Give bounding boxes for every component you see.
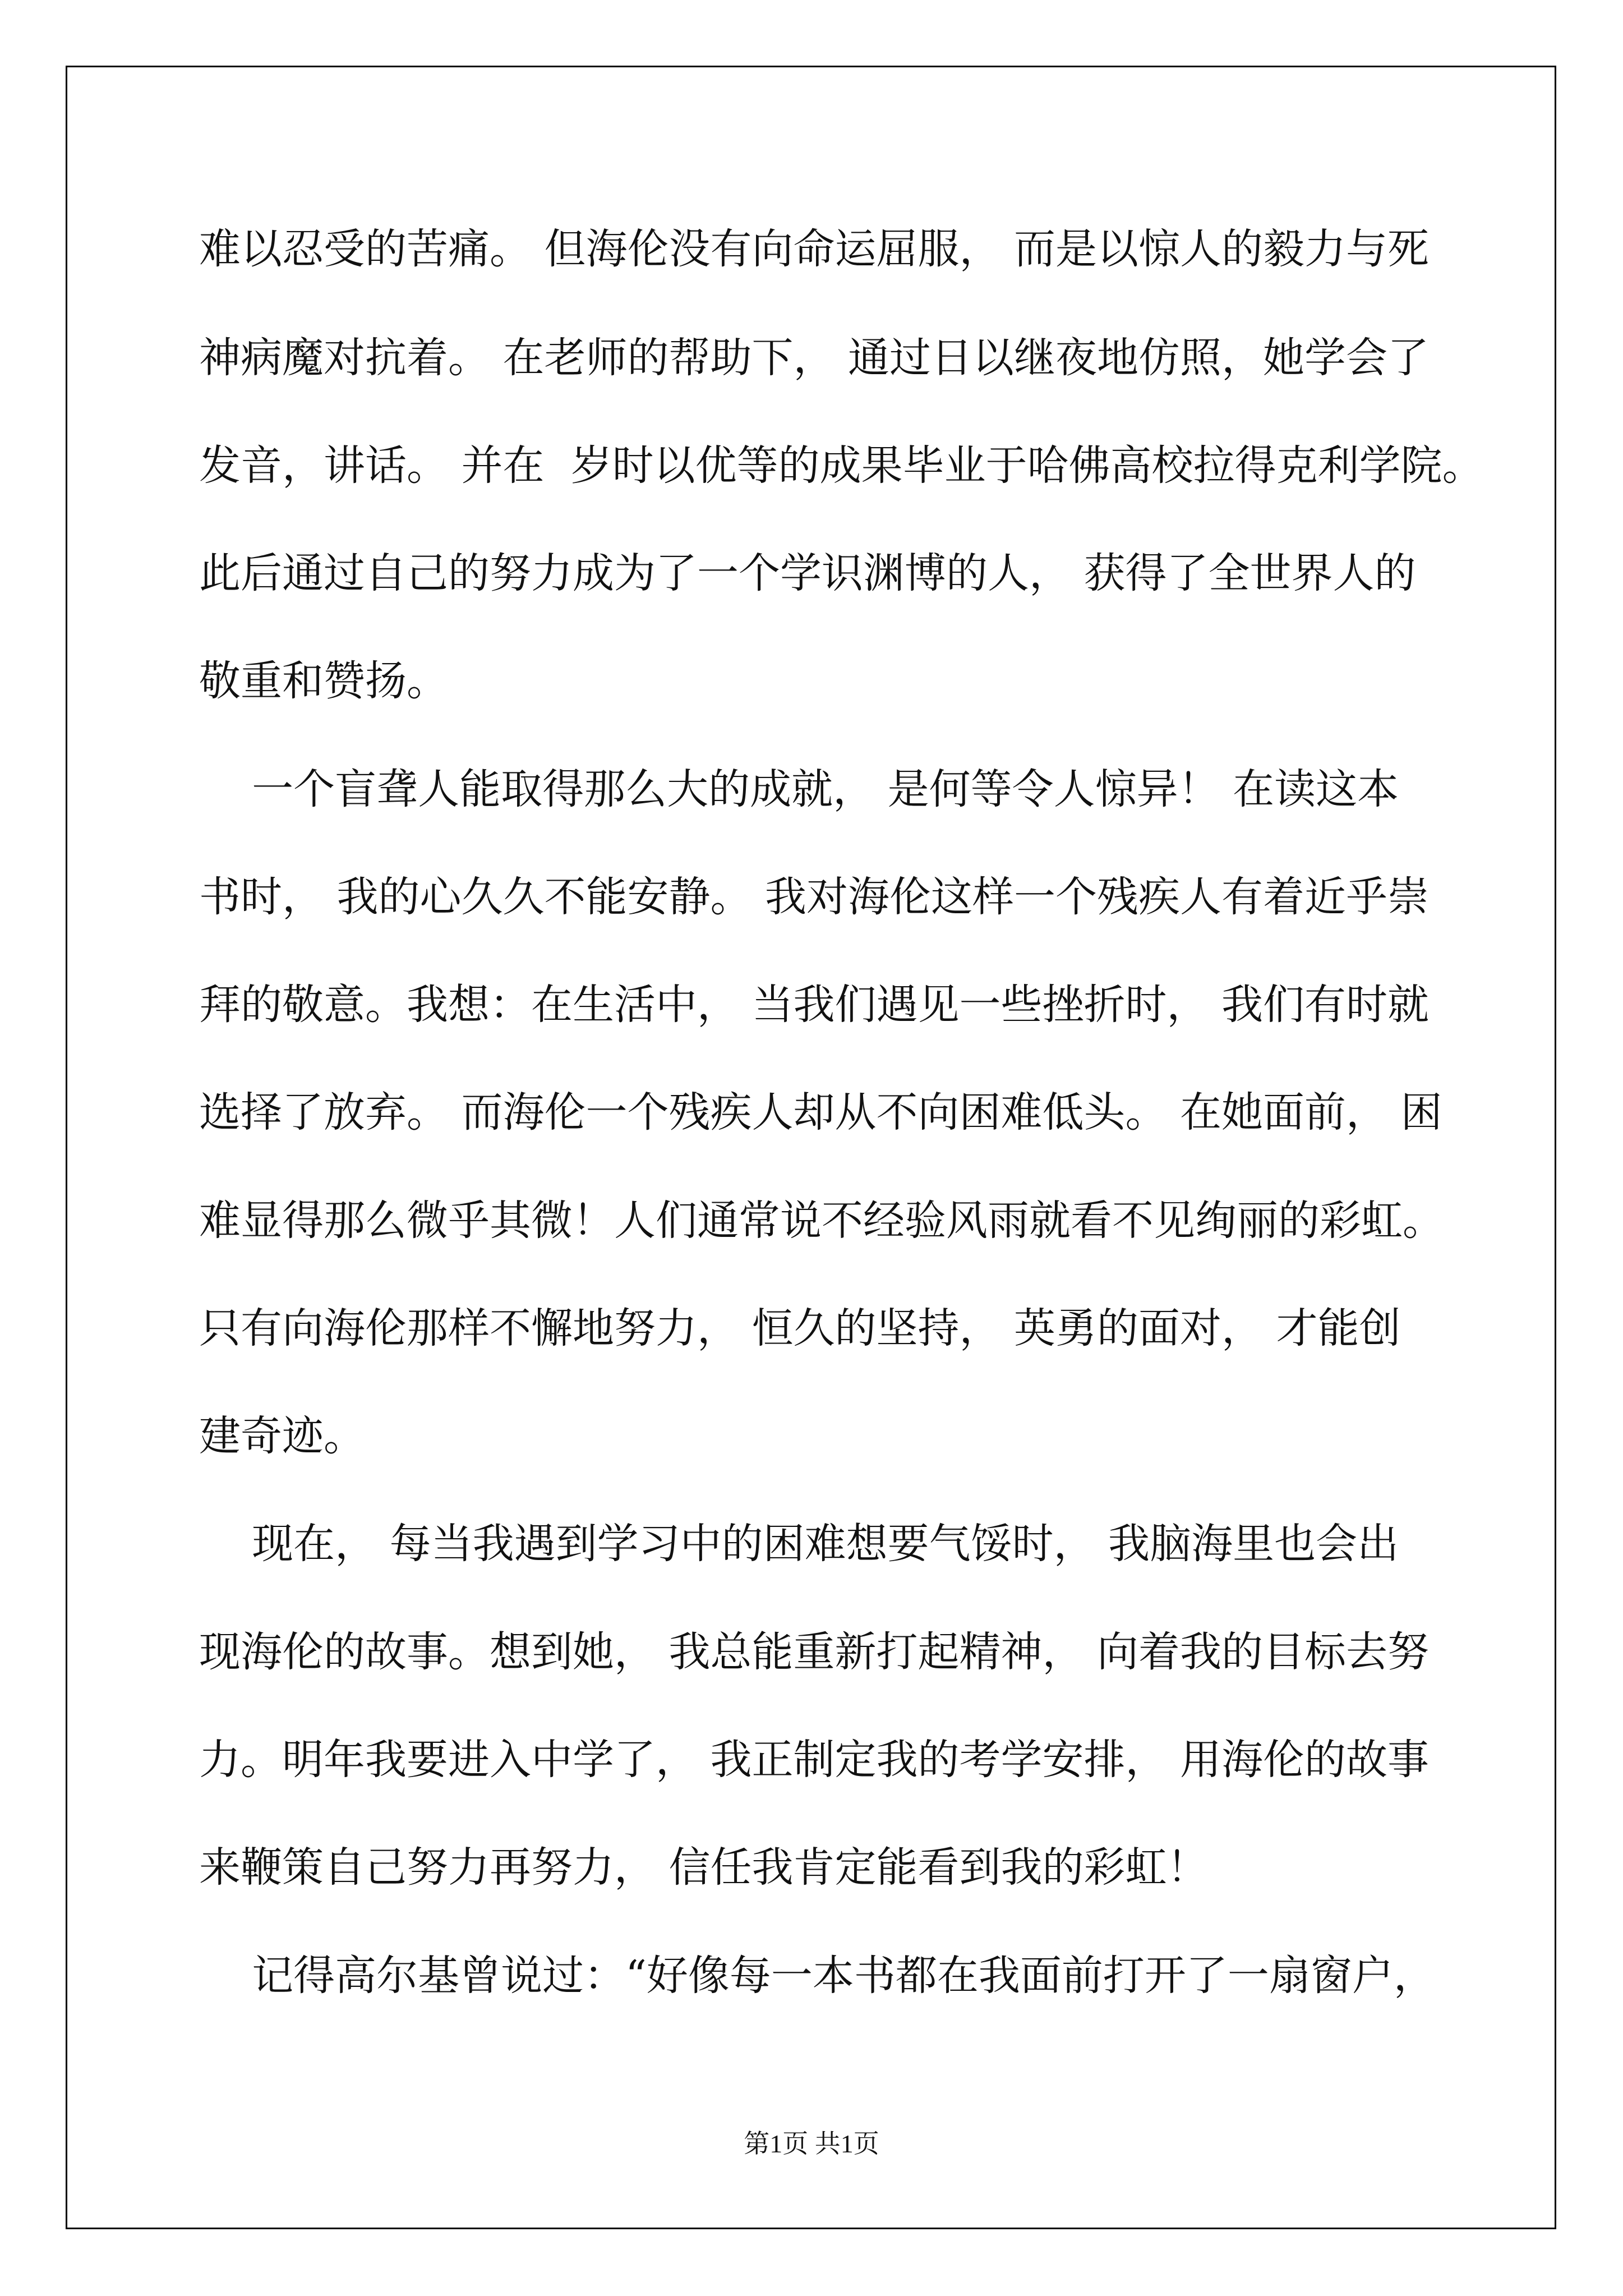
body-text-line: 记得高尔基曾说过：“好像每一本书都在我面前打开了一扇窗户，: [199, 1952, 1435, 2000]
body-text-line: 拜的敬意。我想：在生活中， 当我们遇见一些挫折时， 我们有时就: [199, 981, 1430, 1029]
body-text-line: 现在， 每当我遇到学习中的困难想要气馁时， 我脑海里也会出: [199, 1520, 1399, 1568]
body-text-line: 建奇迹。: [199, 1412, 365, 1460]
body-text-line: 书时， 我的心久久不能安静。 我对海伦这样一个残疾人有着近乎崇: [199, 873, 1430, 921]
body-text-line: 发音，讲话。 并在 岁时以优等的成果毕业于哈佛高校拉得克利学院。: [199, 441, 1484, 490]
body-text-line: 来鞭策自己努力再努力， 信任我肯定能看到我的彩虹！: [199, 1843, 1209, 1892]
body-text-line: 一个盲聋人能取得那么大的成就， 是何等令人惊异！ 在读这本: [199, 765, 1399, 813]
body-text-line: 难以忍受的苦痛。 但海伦没有向命运屈服， 而是以惊人的毅力与死: [199, 225, 1430, 273]
body-text-line: 敬重和赞扬。: [199, 657, 448, 705]
body-text-line: 神病魔对抗着。 在老师的帮助下， 通过日以继夜地仿照，她学会了: [199, 334, 1430, 382]
page-footer: 第1页 共1页: [744, 2129, 879, 2158]
body-text-line: 选择了放弃。 而海伦一个残疾人却从不向困难低头。 在她面前， 困: [199, 1088, 1442, 1137]
body-text-line: 此后通过自己的努力成为了一个学识渊博的人， 获得了全世界人的: [199, 549, 1416, 597]
body-text-line: 只有向海伦那样不懈地努力， 恒久的坚持， 英勇的面对， 才能创: [199, 1304, 1401, 1352]
body-text-line: 力。明年我要进入中学了， 我正制定我的考学安排， 用海伦的故事: [199, 1736, 1430, 1784]
body-text-line: 现海伦的故事。想到她， 我总能重新打起精神， 向着我的目标去努: [199, 1628, 1430, 1676]
body-text-line: 难显得那么微乎其微！人们通常说不经验风雨就看不见绚丽的彩虹。: [199, 1197, 1444, 1245]
